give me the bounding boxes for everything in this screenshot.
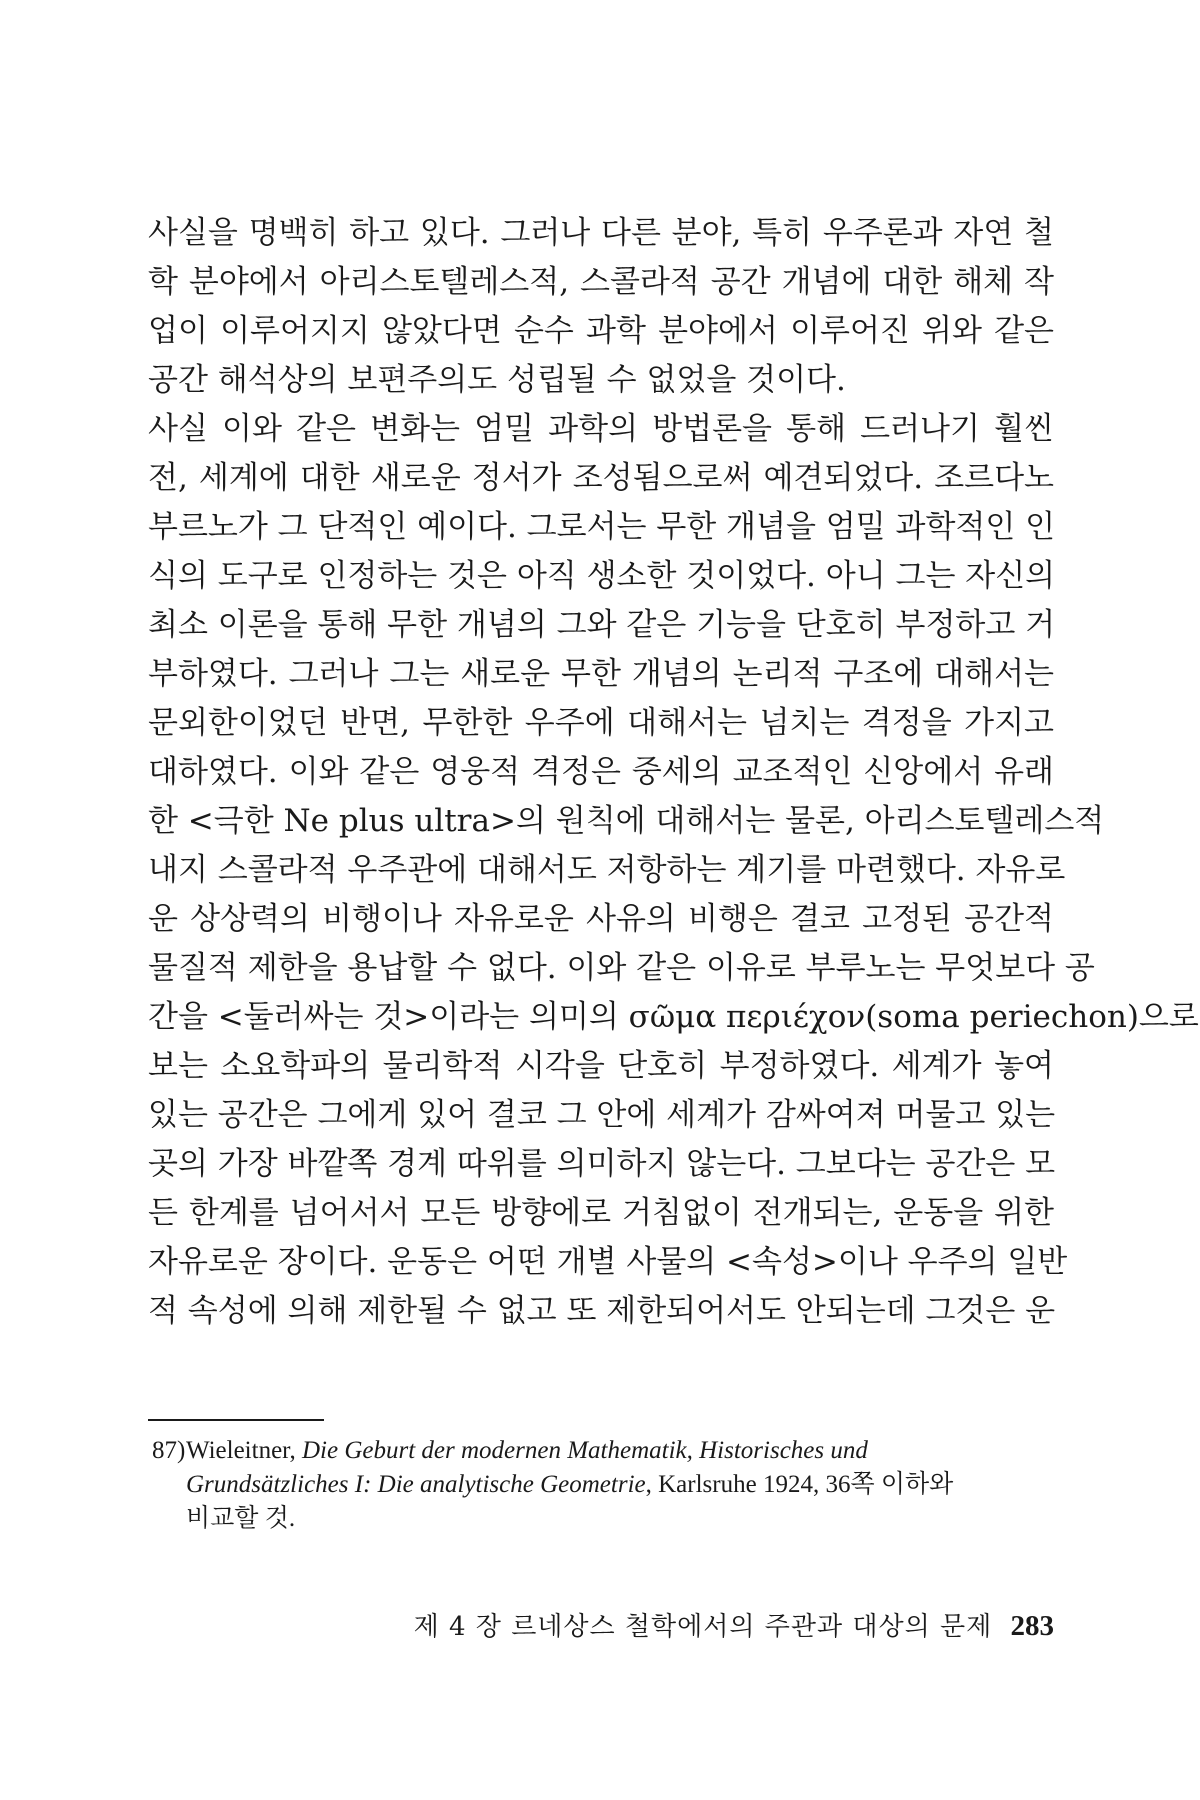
text-line: 부르노가 그 단적인 예이다. 그로서는 무한 개념을 엄밀 과학적인 인	[148, 509, 1056, 545]
footnote-publication: , Karlsruhe 1924, 36쪽 이하와	[645, 1471, 954, 1498]
page-footer	[414, 1608, 1054, 1645]
footnote-title-continued: Grundsätzliches I: Die analytische Geometrie	[186, 1471, 646, 1498]
footnote-line	[152, 1434, 1054, 1468]
text-line: 업이 이루어지지 않았다면 순수 과학 분야에서 이루어진 위와 같은	[148, 313, 1054, 349]
footnote-divider	[148, 1419, 324, 1421]
footnote	[152, 1434, 1054, 1536]
text-line: 사실 이와 같은 변화는 엄밀 과학의 방법론을 통해 드러나기 훨씬	[148, 411, 1054, 447]
text-line: 자유로운 장이다. 운동은 어떤 개별 사물의 <속성>이나 우주의 일반	[148, 1244, 1068, 1280]
body-text	[148, 212, 1199, 1339]
footnote-title: Die Geburt der modernen Mathematik, Historisches und	[302, 1437, 868, 1464]
text-line: 최소 이론을 통해 무한 개념의 그와 같은 기능을 단호히 부정하고 거	[148, 607, 1056, 643]
footnote-line	[186, 1468, 1054, 1502]
text-line: 간을 <둘러싸는 것>이라는 의미의 σῶμα περιέχον(soma periechon)으로	[148, 999, 1199, 1035]
text-line: 든 한계를 넘어서서 모든 방향에로 거침없이 전개되는, 운동을 위한	[148, 1195, 1054, 1231]
text-line: 물질적 제한을 용납할 수 없다. 이와 같은 이유로 부루노는 무엇보다 공	[148, 950, 1095, 986]
text-line: 사실을 명백히 하고 있다. 그러나 다른 분야, 특히 우주론과 자연 철	[148, 215, 1054, 251]
page-number: 283	[1010, 1610, 1054, 1642]
text-line: 전, 세계에 대한 새로운 정서가 조성됨으로써 예견되었다. 조르다노	[148, 460, 1054, 496]
text-line: 한 <극한 Ne plus ultra>의 원칙에 대해서는 물론, 아리스토텔레스적	[148, 803, 1105, 839]
text-line: 곳의 가장 바깥쪽 경계 따위를 의미하지 않는다. 그보다는 공간은 모	[148, 1146, 1056, 1182]
text-line: 문외한이었던 반면, 무한한 우주에 대해서는 넘치는 격정을 가지고	[148, 705, 1054, 741]
text-line: 있는 공간은 그에게 있어 결코 그 안에 세계가 감싸여져 머물고 있는	[148, 1097, 1056, 1133]
text-line: 대하였다. 이와 같은 영웅적 격정은 중세의 교조적인 신앙에서 유래	[148, 754, 1054, 790]
text-line: 적 속성에 의해 제한될 수 없고 또 제한되어서도 안되는데 그것은 운	[148, 1293, 1056, 1329]
text-line: 운 상상력의 비행이나 자유로운 사유의 비행은 결코 고정된 공간적	[148, 901, 1054, 937]
footnote-closing: 비교할 것.	[186, 1505, 296, 1532]
text-line: 보는 소요학파의 물리학적 시각을 단호히 부정하였다. 세계가 놓여	[148, 1048, 1054, 1084]
footnote-author: Wieleitner,	[186, 1437, 296, 1464]
text-line: 공간 해석상의 보편주의도 성립될 수 없었을 것이다.	[148, 362, 846, 398]
text-line: 식의 도구로 인정하는 것은 아직 생소한 것이었다. 아니 그는 자신의	[148, 558, 1056, 594]
text-line: 학 분야에서 아리스토텔레스적, 스콜라적 공간 개념에 대한 해체 작	[148, 264, 1054, 300]
footnote-number: 87)	[152, 1437, 186, 1464]
text-line: 내지 스콜라적 우주관에 대해서도 저항하는 계기를 마련했다. 자유로	[148, 852, 1066, 888]
footnote-line	[186, 1502, 1054, 1536]
running-head: 제 4 장 르네상스 철학에서의 주관과 대상의 문제	[413, 1612, 993, 1642]
text-line: 부하였다. 그러나 그는 새로운 무한 개념의 논리적 구조에 대해서는	[148, 656, 1054, 692]
